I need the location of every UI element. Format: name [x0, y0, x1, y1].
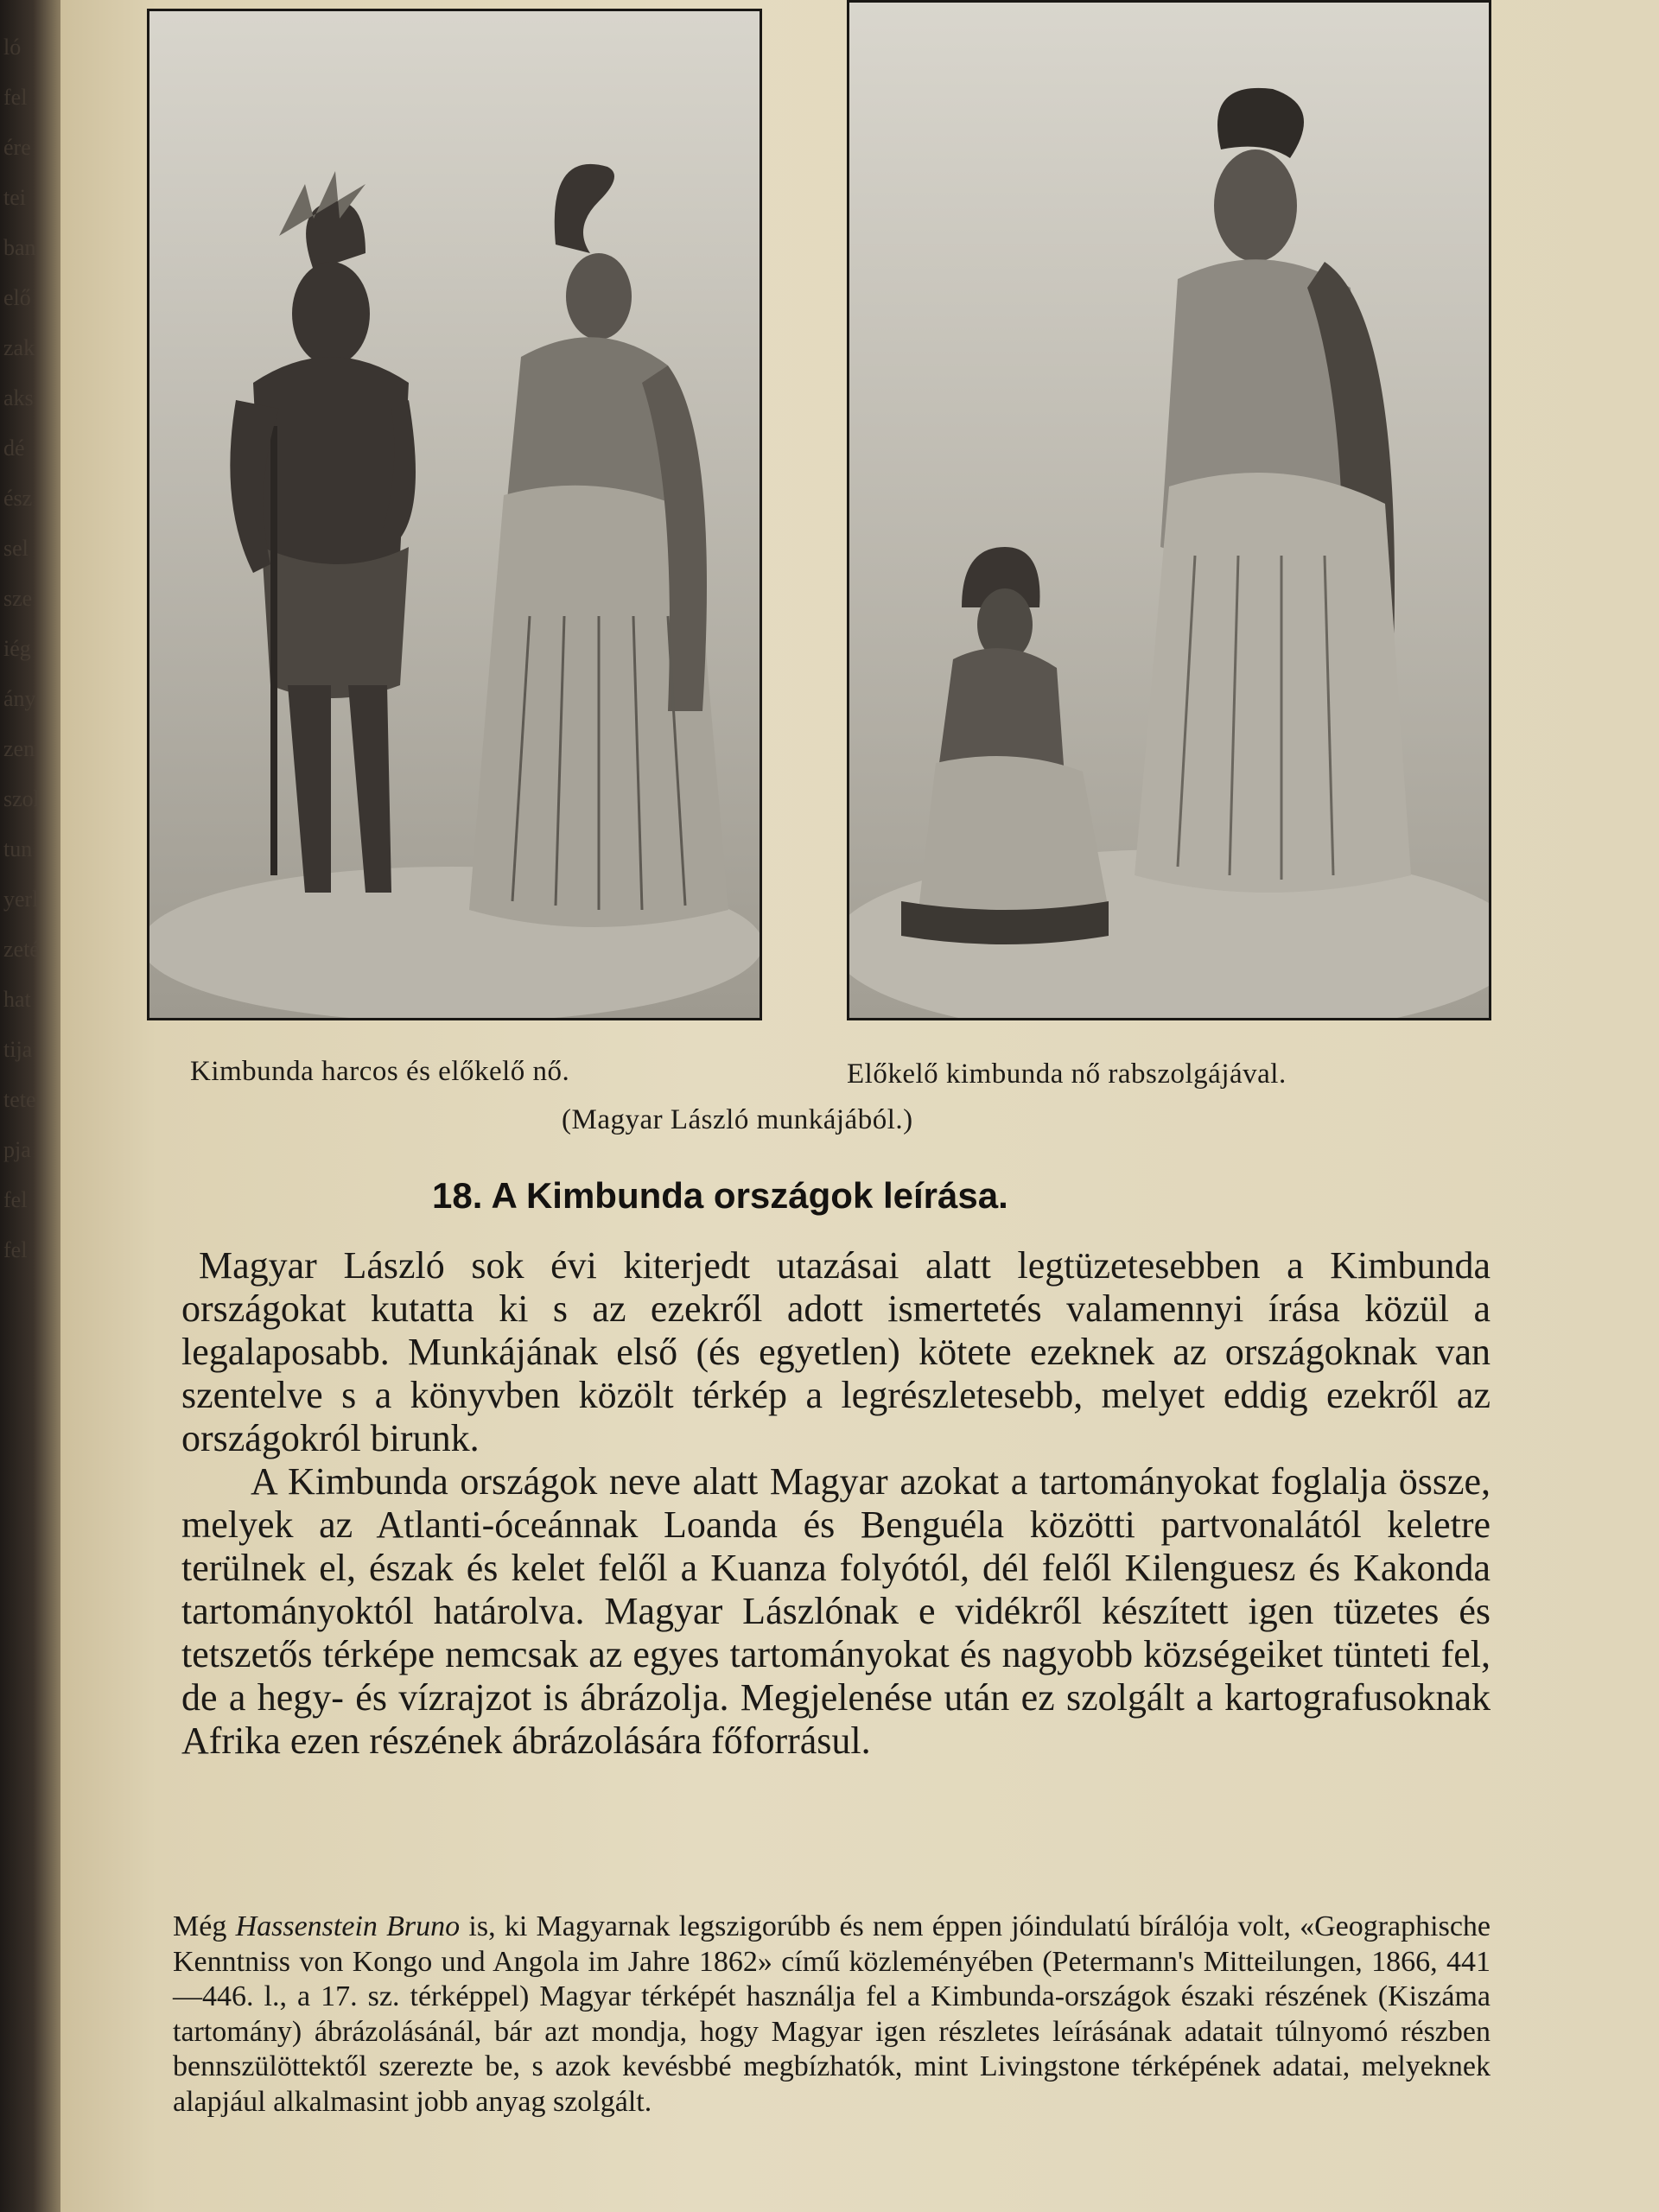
illustration-warrior-and-woman: [149, 11, 760, 1018]
margin-fragment: szol: [3, 786, 40, 811]
figure-plate-warrior-and-woman: [147, 9, 762, 1020]
margin-fragment: aks: [3, 385, 34, 410]
margin-fragment: ány: [3, 686, 36, 711]
margin-fragment: tija: [3, 1037, 33, 1062]
margin-fragment: sel: [3, 536, 29, 561]
margin-fragment: yerl: [3, 887, 39, 912]
margin-fragment: ló: [3, 35, 22, 60]
margin-fragment: tei: [3, 185, 26, 210]
footnote-author: Hassenstein Bruno: [235, 1910, 461, 1942]
figure-plate-woman-with-servant: [847, 0, 1491, 1020]
figure-source-note: (Magyar László munkájából.): [562, 1104, 913, 1135]
margin-fragment: ész: [3, 486, 33, 511]
footnote-lead: Még: [173, 1910, 227, 1942]
margin-fragment: zen: [3, 736, 35, 761]
margin-fragment: ére: [3, 135, 31, 160]
margin-fragment: iég: [3, 636, 31, 661]
margin-fragment: fel: [3, 85, 28, 110]
figure-caption-left: Kimbunda harcos és előkelő nő.: [190, 1056, 570, 1087]
adjacent-page-margin: [0, 0, 54, 2212]
margin-fragment: sze: [3, 586, 33, 611]
margin-fragment: dé: [3, 435, 25, 461]
footnote: [173, 1910, 1491, 2120]
margin-fragment: hat: [3, 987, 31, 1012]
figure-caption-right: Előkelő kimbunda nő rabszolgájával.: [847, 1058, 1287, 1090]
footnote-text: is, ki Magyarnak legszigorúbb és nem éppen jóindulatú bírálója volt, «Geographische Kenntniss von Kongo und Angola im Jahre 1862» című közleményében (Petermann's Mitteilungen, 1866, 441—446. l., a 17. sz. térképpel) Magyar térképét használja fel a Kimbunda-országok északi részének (Kiszáma tartomány) ábrázolásánál, bár azt mondja, hogy Magyar igen részletes leírásának adatait túlnyomó részben bennszülöttektől szerezte be, s azok kevésbbé megbízhatók, mint Livingstone térképének adatai, melyeknek alapjául alkalmasint jobb anyag szolgált.: [173, 1910, 1491, 2118]
paragraph-2: A Kimbunda országok neve alatt Magyar azokat a tartományokat foglalja össze, melyek az Atlanti-óceánnak Loanda és Benguéla közötti partvonalától keletre terülnek el, észak és kelet felől a Kuanza folyótól, dél felől Kilenguesz és Kakonda tartományoktól határolva. Magyar Lászlónak e vidékről készített igen tüzetes és tetszetős térképe nemcsak az egyes tartományokat és nagyobb községeiket tünteti fel, de a hegy- és vízrajzot is ábrázolja. Megjelenése után ez szolgált a kartografusoknak Afrika ezen részének ábrázolására főforrásul.: [181, 1460, 1491, 1762]
margin-fragment: zeté: [3, 937, 40, 962]
margin-fragment: zak: [3, 335, 35, 360]
section-title: 18. A Kimbunda országok leírása.: [432, 1175, 1008, 1216]
margin-fragment: fel: [3, 1237, 28, 1262]
margin-fragment: tun: [3, 836, 33, 861]
margin-fragment: tete: [3, 1087, 36, 1112]
margin-fragment: elő: [3, 285, 31, 310]
illustration-woman-with-servant: [849, 3, 1489, 1018]
margin-fragment: fel: [3, 1187, 28, 1212]
body-text: [181, 1244, 1491, 1763]
paragraph-1: Magyar László sok évi kiterjedt utazásai alatt legtüzetesebben a Kimbunda országokat kutatta ki s az ezekről adott ismertetés valamennyi írása közül a legalaposabb. Munkájának első (és egyetlen) kötete ezeknek az országoknak van szentelve s a könyvben közölt térkép a legrészletesebb, melyet eddig ezekről az országokról birunk.: [181, 1244, 1491, 1459]
margin-fragment: pja: [3, 1137, 31, 1162]
margin-fragment: ban: [3, 235, 36, 260]
